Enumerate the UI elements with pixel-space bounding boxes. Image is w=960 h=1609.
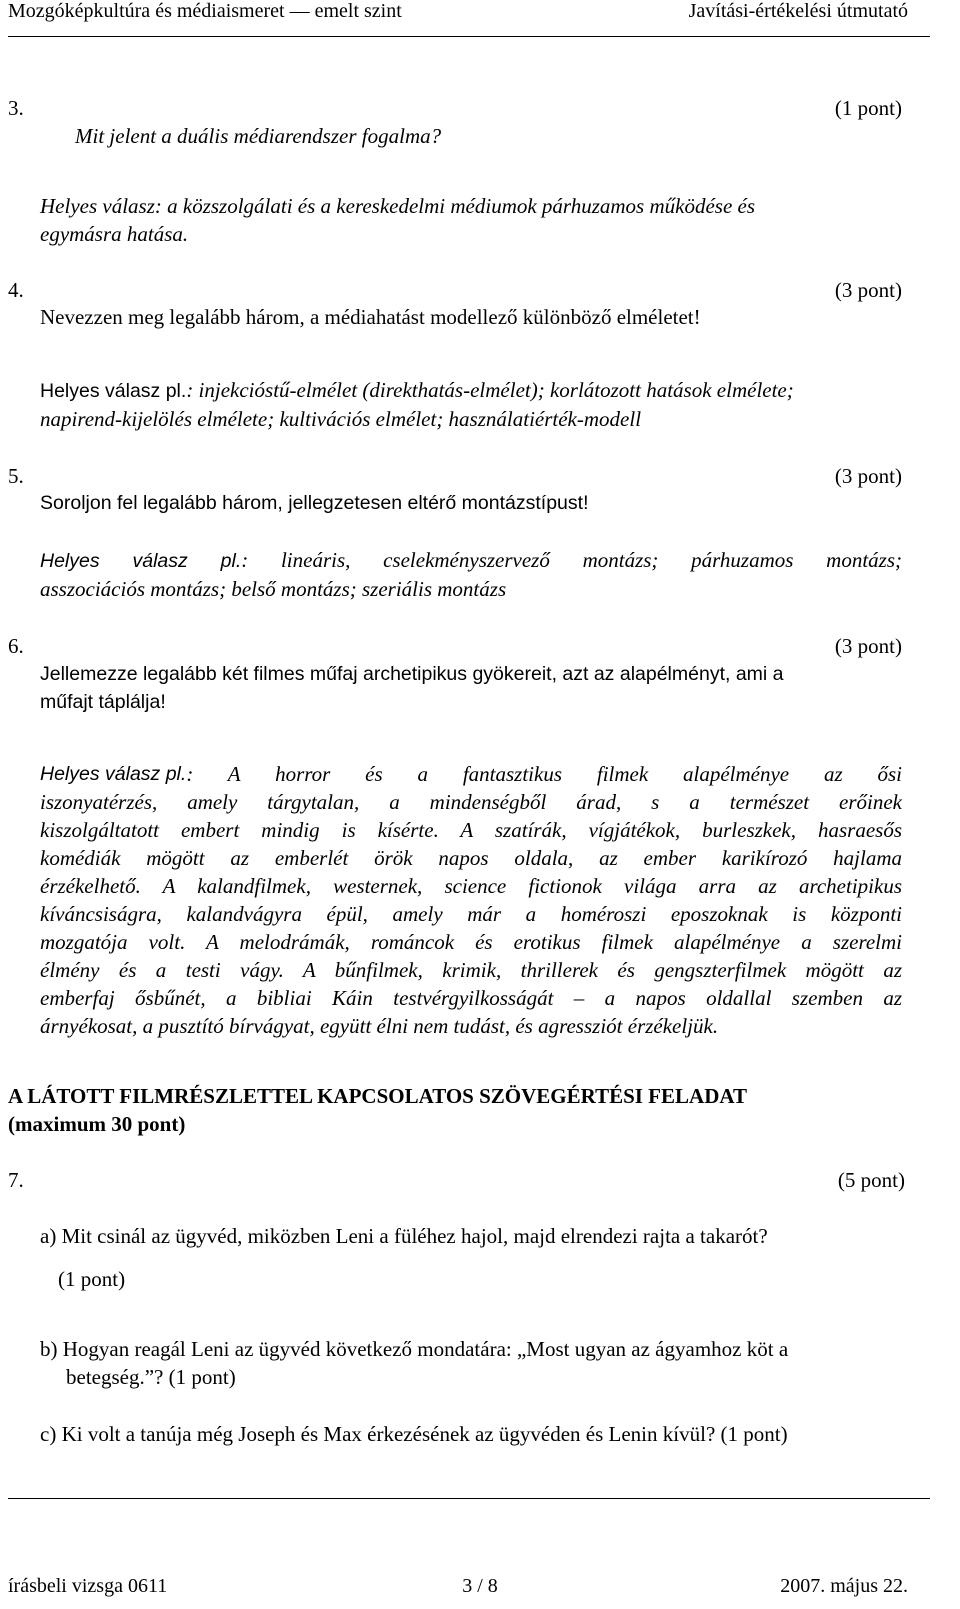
q3-answer-line-2: egymásra hatása. [40, 222, 189, 246]
q7-b-question-line-2: betegség.”? (1 pont) [66, 1365, 236, 1389]
q7-c-question: c) Ki volt a tanúja még Joseph és Max érkezésének az ügyvéden és Lenin kívül? (1 pont) [40, 1422, 788, 1446]
q6-answer-line-3: kiszolgáltatott embert mindig is kísérte. A szatírák, vígjátékok, burleszkek, hasraesős [40, 818, 902, 842]
q6-points: (3 pont) [834, 634, 902, 658]
section-title: A LÁTOTT FILMRÉSZLETTEL KAPCSOLATOS SZÖVEGÉRTÉSI FELADAT [8, 1084, 747, 1108]
q7-b-question-line-1: b) Hogyan reagál Leni az ügyvéd következő mondatára: „Most ugyan az ágyamhoz köt a [40, 1337, 789, 1361]
section-subtitle: (maximum 30 pont) [8, 1112, 186, 1136]
q4-points: (3 pont) [834, 278, 902, 302]
q5-answer-label: Helyes válasz pl. [40, 550, 242, 572]
q6-answer-label: Helyes válasz pl. [40, 763, 187, 785]
q6-question-line-2: műfajt táplálja! [40, 691, 166, 713]
q5-number: 5. [8, 464, 24, 488]
footer-rule [8, 1498, 930, 1499]
q7-a-question: a) Mit csinál az ügyvéd, miközben Leni a füléhez hajol, majd elrendezi rajta a takarót? [40, 1224, 768, 1248]
q6-question-line-1: Jellemezze legalább két filmes műfaj archetipikus gyökereit, azt az alapélményt, ami a [40, 663, 784, 685]
q6-answer-line-4: komédiák mögött az emberlét örök napos oldala, az ember karikírozó hajlama [40, 846, 902, 870]
q6-answer-line-5: érzékelhető. A kalandfilmek, westernek, science fictionok világa arra az archetipikus [40, 874, 902, 898]
footer-left: írásbeli vizsga 0611 [8, 1575, 168, 1597]
q6-answer [40, 760, 902, 1040]
q6-answer-line-8: élmény és a testi vágy. A bűnfilmek, krimik, thrillerek és gengszterfilmek mögött az [40, 958, 902, 982]
header-left: Mozgóképkultúra és médiaismeret — emelt szint [8, 0, 402, 22]
q7-a-points: (1 pont) [58, 1267, 126, 1291]
q5-answer-line-1: : lineáris, cselekményszervező montázs; párhuzamos montázs; [241, 548, 902, 572]
q6-number: 6. [8, 634, 24, 658]
q6-answer-line-2: iszonyatérzés, amely tárgytalan, a mindenségből árad, s a természet erőinek [40, 790, 902, 814]
q6-question [40, 660, 902, 716]
q4-number: 4. [8, 278, 24, 302]
q4-answer-line-1: : injekcióstű-elmélet (direkthatás-elmélet); korlátozott hatások elmélete; [186, 378, 794, 402]
q5-answer-line-2: asszociációs montázs; belső montázs; szeriális montázs [40, 577, 507, 601]
q4-answer [40, 376, 902, 433]
q6-answer-line-6: kíváncsiságra, kalandvágyra épül, amely már a homéroszi eposzoknak is központi [40, 902, 902, 926]
q5-points: (3 pont) [834, 464, 902, 488]
footer-right: 2007. május 22. [780, 1575, 908, 1597]
q3-number: 3. [8, 96, 24, 120]
q3-points: (1 pont) [834, 96, 902, 120]
q4-answer-label: Helyes válasz pl. [40, 380, 187, 402]
q6-answer-line-9: emberfaj ősbűnét, a bibliai Káin testvérgyilkosságát – a napos oldallal szemben az [40, 986, 902, 1010]
q5-answer [40, 546, 902, 603]
q4-question: Nevezzen meg legalább három, a médiahatást modellező különböző elméletet! [40, 305, 701, 329]
footer-page-number: 3 / 8 [462, 1575, 498, 1597]
q6-answer-line-1: : A horror és a fantasztikus filmek alapélménye az ősi [186, 762, 902, 786]
header-rule [8, 36, 930, 37]
q3-answer [40, 192, 902, 248]
q3-answer-line-1: Helyes válasz: a közszolgálati és a kereskedelmi médiumok párhuzamos működése és [40, 194, 756, 218]
q4-answer-line-2: napirend-kijelölés elmélete; kultivációs elmélet; használatiérték-modell [40, 407, 642, 431]
q7-number: 7. [8, 1168, 24, 1192]
q6-answer-line-10: árnyékosat, a pusztító bírvágyat, együtt élni nem tudást, és agressziót érzékeljük. [40, 1014, 719, 1038]
q7-points: (5 pont) [837, 1168, 905, 1192]
q5-question: Soroljon fel legalább három, jellegzetesen eltérő montázstípust! [40, 492, 589, 514]
q6-answer-line-7: mozgatója volt. A melodrámák, románcok és erotikus filmek alapélménye a szerelmi [40, 930, 902, 954]
q3-question: Mit jelent a duális médiarendszer fogalma? [75, 124, 442, 148]
header-right: Javítási-értékelési útmutató [688, 0, 908, 22]
